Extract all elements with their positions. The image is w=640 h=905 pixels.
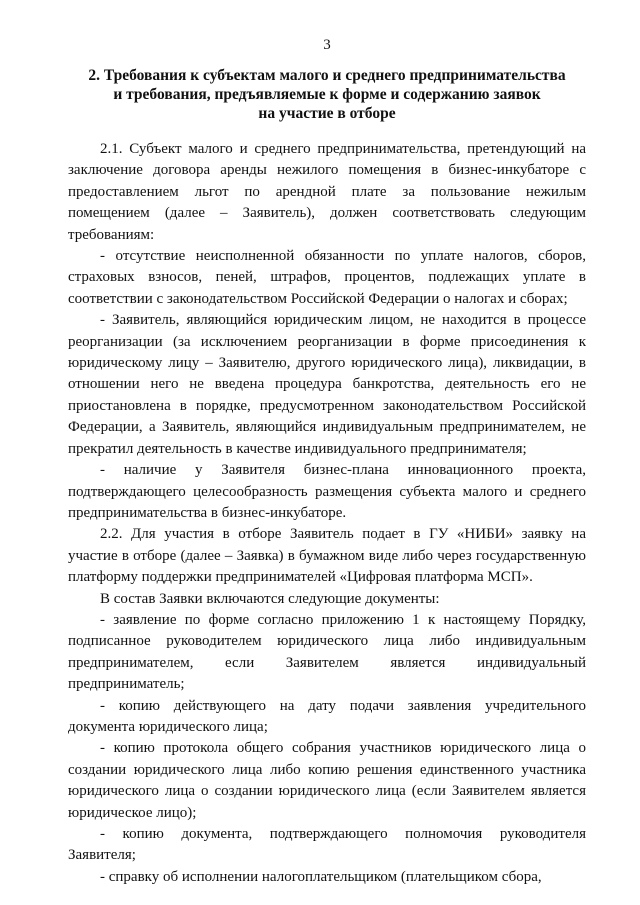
section-heading (68, 66, 586, 123)
paragraph-2-1: 2.1. Субъект малого и среднего предпринимательства, претендующий на заключение договора аренды нежилого помещения в бизнес-инкубаторе с предоставлением льгот по арендной плате за пользование нежилым помещением (далее – Заявитель), должен соответствовать следующим требованиям: (68, 141, 586, 243)
heading-line: на участие в отборе (258, 105, 396, 122)
heading-line: и требования, предъявляемые к форме и содержанию заявок (113, 86, 541, 103)
documents-intro: В состав Заявки включаются следующие документы: (100, 590, 440, 607)
heading-line: 2. Требования к субъектам малого и среднего предпринимательства (88, 67, 566, 84)
document-item: - копию протокола общего собрания участников юридического лица о создании юридического лица либо копию решения единственного участника юридического лица о создании юридического лица (если Заявителем является юридическое лицо); (68, 740, 586, 821)
document-page (68, 36, 586, 888)
document-item: - копию документа, подтверждающего полномочия руководителя Заявителя; (68, 826, 586, 864)
document-item: - справку об исполнении налогоплательщиком (плательщиком сбора, (100, 868, 542, 885)
document-item: - заявление по форме согласно приложению 1 к настоящему Порядку, подписанное руководителем юридического лица либо индивидуальным предпринимателем, если Заявителем является индивидуальный предприниматель; (68, 611, 586, 693)
requirement-item: - наличие у Заявителя бизнес-плана инновационного проекта, подтверждающего целесообразность размещения субъекта малого и среднего предпринимательства в бизнес-инкубаторе. (68, 462, 586, 521)
document-item: - копию действующего на дату подачи заявления учредительного документа юридического лица; (68, 697, 586, 735)
page-number: 3 (323, 37, 331, 53)
paragraph-2-2: 2.2. Для участия в отборе Заявитель подает в ГУ «НИБИ» заявку на участие в отборе (далее – Заявка) в бумажном виде либо через государственную платформу поддержки предпринимателей «Цифровая платформа МСП». (68, 526, 586, 586)
section-body (68, 139, 586, 888)
requirement-item: - отсутствие неисполненной обязанности по уплате налогов, сборов, страховых взносов, пеней, штрафов, процентов, подлежащих уплате в соответствии с законодательством Российской Федерации о налогах и сборах; (68, 248, 586, 307)
requirement-item: - Заявитель, являющийся юридическим лицом, не находится в процессе реорганизации (за исключением реорганизации в форме присоединения к юридическому лицу – Заявителю, другого юридического лица), ликвидации, в отношении него не введена процедура банкротства, деятельность его не приостановлена в порядке, предусмотренном законодательством Российской Федерации, а Заявитель, являющийся индивидуальным предпринимателем, не прекратил деятельность в качестве индивидуального предпринимателя; (68, 312, 586, 457)
